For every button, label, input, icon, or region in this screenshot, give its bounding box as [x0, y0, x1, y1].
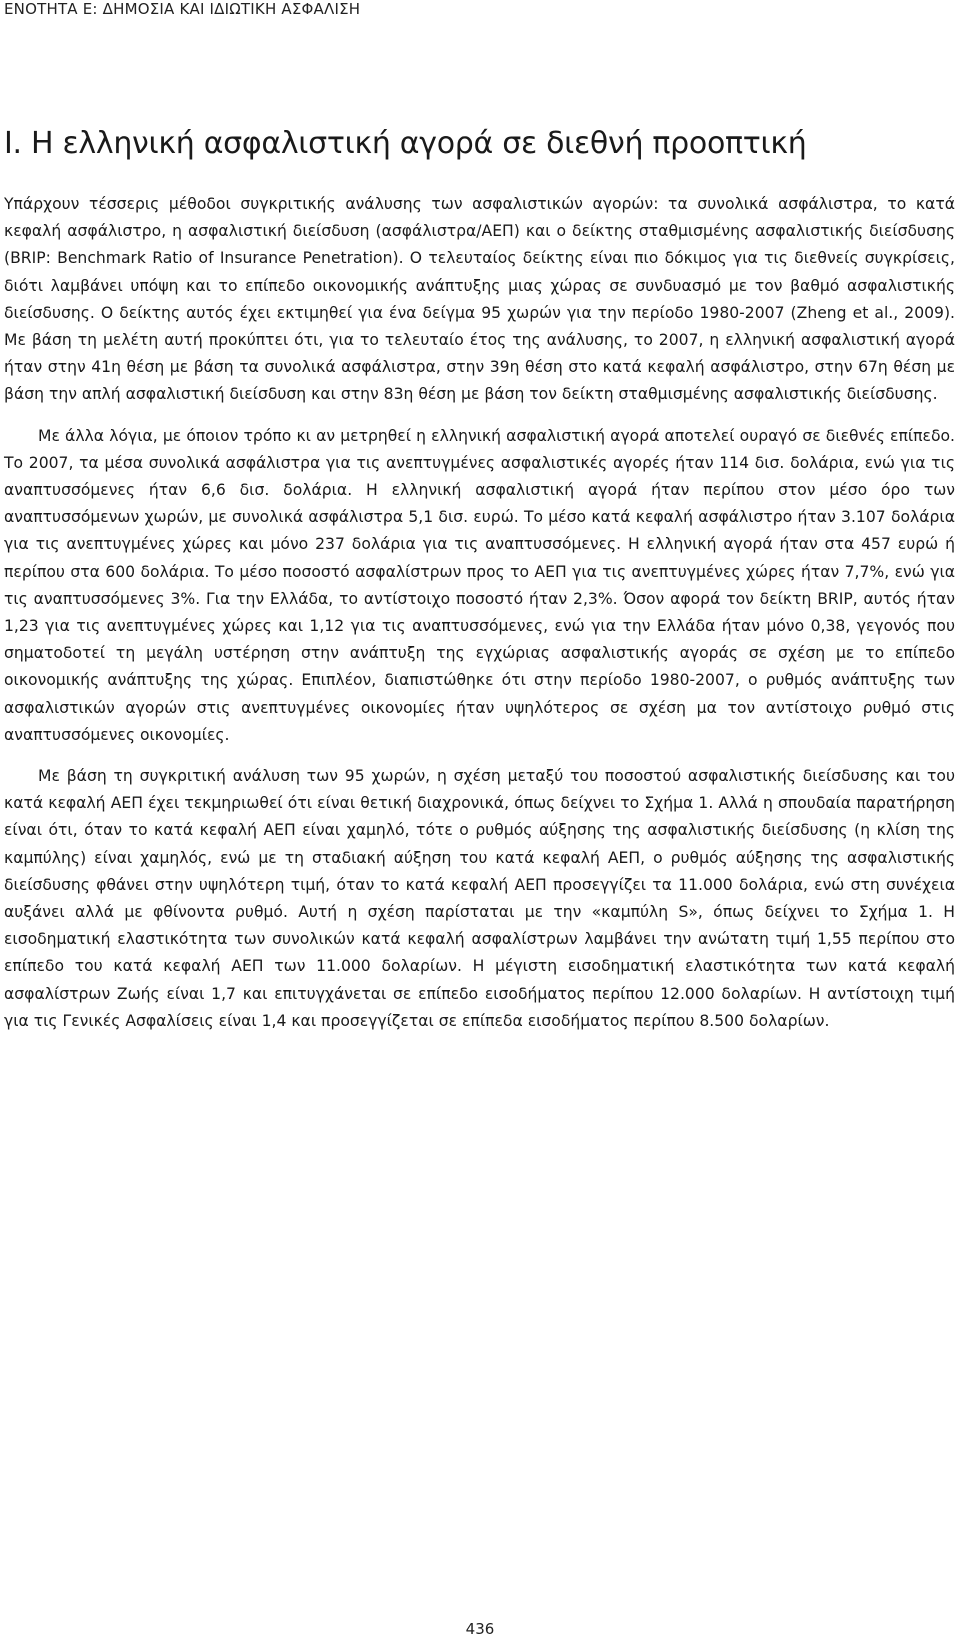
paragraph-1: Υπάρχουν τέσσερις μέθοδοι συγκριτικής ανάλυσης των ασφαλιστικών αγορών: τα συνολικά ασφάλιστρα, το κατά κεφαλή ασφάλιστρο, η ασφαλιστική διείσδυση (ασφάλιστρα/ΑΕΠ) και ο δείκτης σταθμισμένης ασφαλιστικής διείσδυσης (BRIP: Benchmark Ratio of Insurance Penetration). Ο τελευταίος δείκτης είναι πιο δόκιμος για τις διεθνείς συγκρίσεις, διότι λαμβάνει υπόψη και το επίπεδο οικονομικής ανάπτυξης μιας χώρας σε συνδυασμό με τον βαθμό ασφαλιστικής διείσδυσης. Ο δείκτης αυτός έχει εκτιμηθεί για ένα δείγμα 95 χωρών για την περίοδο 1980-2007 (Zheng et al., 2009). Με βάση τη μελέτη αυτή προκύπτει ότι, για το τελευταίο έτος της ανάλυσης, το 2007, η ελληνική ασφαλιστική αγορά ήταν στην 41η θέση με βάση τα συνολικά ασφάλιστρα, στην 39η θέση στο κατά κεφαλή ασφάλιστρο, στην 67η θέση με βάση την απλή ασφαλιστική διείσδυση και στην 83η θέση με βάση τον δείκτη σταθμισμένης ασφαλιστικής διείσδυσης. — [4, 195, 955, 404]
running-header: ΕΝΟΤΗΤΑ Ε: ΔΗΜΟΣΙΑ ΚΑΙ ΙΔΙΩΤΙΚΗ ΑΣΦΑΛΙΣΗ — [4, 0, 361, 18]
paragraph-2: Με άλλα λόγια, με όποιον τρόπο κι αν μετρηθεί η ελληνική ασφαλιστική αγορά αποτελεί ουραγό σε διεθνές επίπεδο. Το 2007, τα μέσα συνολικά ασφάλιστρα για τις ανεπτυγμένες ασφαλιστικές αγορές ήταν 114 δισ. δολάρια, ενώ για τις αναπτυσσόμενες ήταν 6,6 δισ. δολάρια. Η ελληνική ασφαλιστική αγορά ήταν περίπου στον μέσο όρο των αναπτυσσόμενων χωρών, με συνολικά ασφάλιστρα 5,1 δισ. ευρώ. Το μέσο κατά κεφαλή ασφάλιστρο ήταν 3.107 δολάρια για τις ανεπτυγμένες χώρες και μόνο 237 δολάρια για τις αναπτυσσόμενες. Η ελληνική αγορά ήταν στα 457 ευρώ ή περίπου στα 600 δολάρια. Το μέσο ποσοστό ασφαλίστρων προς το ΑΕΠ για τις ανεπτυγμένες χώρες ήταν 7,7%, ενώ για τις αναπτυσσόμενες 3%. Για την Ελλάδα, το αντίστοιχο ποσοστό ήταν 2,3%. Όσον αφορά τον δείκτη BRIP, αυτός ήταν 1,23 για τις ανεπτυγμένες χώρες και 1,12 για τις αναπτυσσόμενες, ενώ για την Ελλάδα ήταν μόνο 0,38, γεγονός που σηματοδοτεί τη μεγάλη υστέρηση στην ανάπτυξη της εγχώριας ασφαλιστικής αγοράς σε σχέση με το επίπεδο οικονομικής ανάπτυξης της χώρας. Επιπλέον, διαπιστώθηκε ότι στην περίοδο 1980-2007, ο ρυθμός ανάπτυξης των ασφαλιστικών αγορών στις ανεπτυγμένες οικονομίες ήταν υψηλότερος σε σχέση μα τον αντίστοιχο ρυθμό στις αναπτυσσόμενες οικονομίες. — [4, 426, 955, 744]
page-number: 436 — [465, 1620, 495, 1638]
body-text — [4, 191, 955, 1049]
section-title: I. Η ελληνική ασφαλιστική αγορά σε διεθνή προοπτική — [4, 126, 807, 161]
paragraph-3: Με βάση τη συγκριτική ανάλυση των 95 χωρών, η σχέση μεταξύ του ποσοστού ασφαλιστικής διείσδυσης και του κατά κεφαλή ΑΕΠ έχει τεκμηριωθεί ότι είναι θετική διαχρονικά, όπως δείχνει το Σχήμα 1. Αλλά η σπουδαία παρατήρηση είναι ότι, όταν το κατά κεφαλή ΑΕΠ είναι χαμηλό, τότε ο ρυθμός αύξησης της ασφαλιστικής διείσδυσης (η κλίση της καμπύλης) είναι χαμηλός, ενώ με τη σταδιακή αύξηση του κατά κεφαλή ΑΕΠ, ο ρυθμός αύξησης της ασφαλιστικής διείσδυσης φθάνει στην υψηλότερη τιμή, όταν το κατά κεφαλή ΑΕΠ προσεγγίζει τα 11.000 δολάρια, ενώ στη συνέχεια αυξάνει αλλά με φθίνοντα ρυθμό. Αυτή η σχέση παρίσταται με την «καμπύλη S», όπως δείχνει το Σχήμα 1. Η εισοδηματική ελαστικότητα των συνολικών κατά κεφαλή ασφαλίστρων λαμβάνει την ανώτατη τιμή 1,55 περίπου στο επίπεδο του κατά κεφαλή ΑΕΠ των 11.000 δολαρίων. Η μέγιστη εισοδηματική ελαστικότητα των κατά κεφαλή ασφαλίστρων Ζωής είναι 1,7 και επιτυγχάνεται σε επίπεδο εισοδήματος περίπου 12.000 δολαρίων. Η αντίστοιχη τιμή για τις Γενικές Ασφαλίσεις είναι 1,4 και προσεγγίζεται σε επίπεδα εισοδήματος περίπου 8.500 δολαρίων. — [4, 767, 955, 1030]
